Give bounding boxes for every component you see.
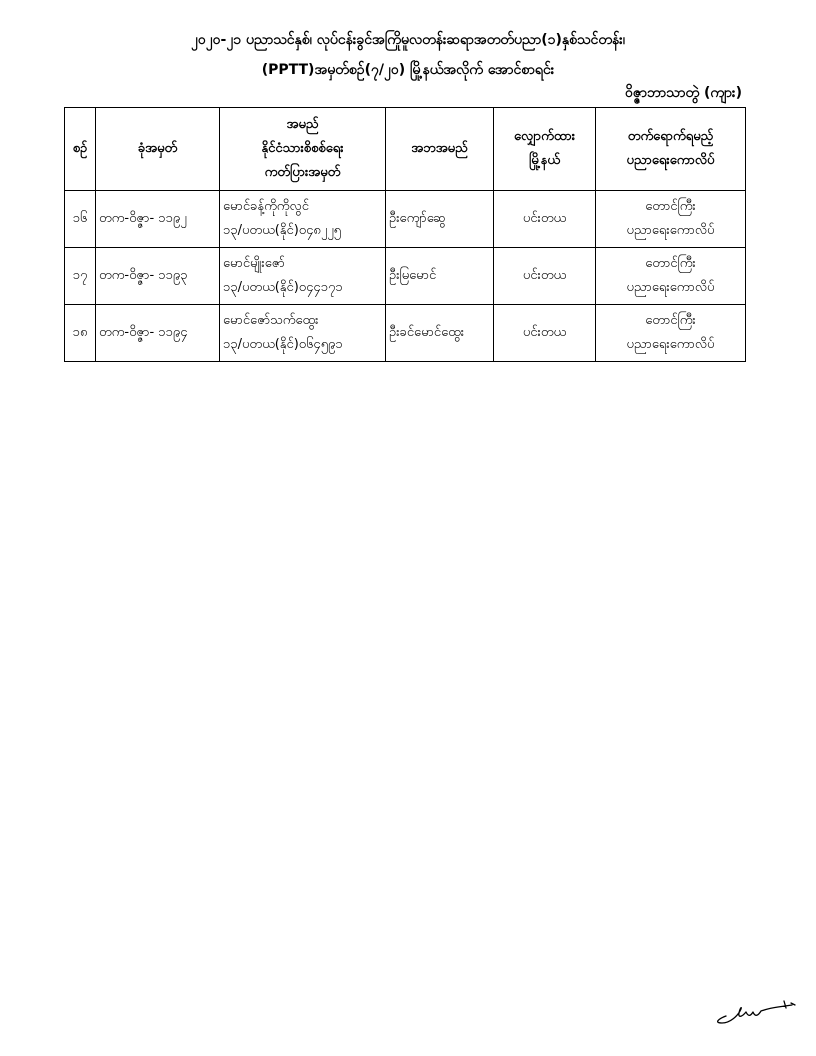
column-header-roll: ခုံအမှတ် bbox=[96, 108, 220, 191]
column-header-no: စဉ် bbox=[65, 108, 96, 191]
cell-name-nrc bbox=[220, 305, 386, 362]
cell-college: တောင်ကြီး ပညာရေးကောလိပ် bbox=[596, 191, 746, 248]
handwritten-signature bbox=[712, 996, 796, 1026]
cell-father: ဦးမြမောင် bbox=[386, 248, 494, 305]
column-header-father: အဘအမည် bbox=[386, 108, 494, 191]
cell-nrc: ၁၃/ပတယ(နိုင်)၀၆၄၅၉၁ bbox=[223, 337, 343, 352]
cell-roll: တက-ဝိဇ္ဇာ- ၁၁၉၃ bbox=[96, 248, 220, 305]
cell-nrc: ၁၃/ပတယ(နိုင်)၀၄၄၁၇၁ bbox=[223, 280, 343, 295]
table-row bbox=[65, 248, 746, 305]
cell-township: ပင်းတယ bbox=[494, 305, 596, 362]
document-title-line2: (PPTT)အမှတ်စဉ်(၇/၂၀) မြို့နယ်အလိုက် အောင်စာရင်း bbox=[261, 62, 555, 78]
cell-name: မောင်မျိုးဇော် bbox=[223, 256, 285, 271]
column-header-name bbox=[220, 108, 386, 191]
cell-father: ဦးကျော်ဆွေ bbox=[386, 191, 494, 248]
cell-no: ၁၈ bbox=[65, 305, 96, 362]
table-header-row bbox=[65, 108, 746, 191]
cell-college: တောင်ကြီး ပညာရေးကောလိပ် bbox=[596, 305, 746, 362]
cell-no: ၁၇ bbox=[65, 248, 96, 305]
cell-township: ပင်းတယ bbox=[494, 191, 596, 248]
cell-township: ပင်းတယ bbox=[494, 248, 596, 305]
cell-name: မောင်ခန့်ကိုကိုလွင် bbox=[223, 199, 309, 214]
table-row bbox=[65, 305, 746, 362]
cell-college: တောင်ကြီး ပညာရေးကောလိပ် bbox=[596, 248, 746, 305]
cell-roll: တက-ဝိဇ္ဇာ- ၁၁၉၂ bbox=[96, 191, 220, 248]
subject-group-label: ဝိဇ္ဇာဘာသာတွဲ (ကျား) bbox=[625, 85, 742, 101]
column-header-name-line1: အမည် bbox=[286, 117, 319, 132]
pass-list-table bbox=[64, 107, 746, 362]
cell-name-nrc bbox=[220, 248, 386, 305]
column-header-name-line2: နိုင်ငံသားစိစစ်ရေး bbox=[261, 141, 344, 156]
cell-nrc: ၁၃/ပတယ(နိုင်)၀၄၈၂၂၅ bbox=[223, 223, 341, 238]
document-title-line1: ၂၀၂၀-၂၁ ပညာသင်နှစ်၊ လုပ်ငန်းခွင်အကြိုမူလတန်းဆရာအတတ်ပညာ(၁)နှစ်သင်တန်း၊ bbox=[191, 32, 625, 48]
cell-name-nrc bbox=[220, 191, 386, 248]
cell-name: မောင်ဇော်သက်ထွေး bbox=[223, 313, 319, 328]
table-row bbox=[65, 191, 746, 248]
cell-no: ၁၆ bbox=[65, 191, 96, 248]
cell-roll: တက-ဝိဇ္ဇာ- ၁၁၉၄ bbox=[96, 305, 220, 362]
column-header-name-line3: ကတ်ပြားအမှတ် bbox=[264, 165, 341, 180]
column-header-college: တက်ရောက်ရမည့် ပညာရေးကောလိပ် bbox=[596, 108, 746, 191]
column-header-township: လျှောက်ထား မြို့နယ် bbox=[494, 108, 596, 191]
cell-father: ဦးခင်မောင်ထွေး bbox=[386, 305, 494, 362]
